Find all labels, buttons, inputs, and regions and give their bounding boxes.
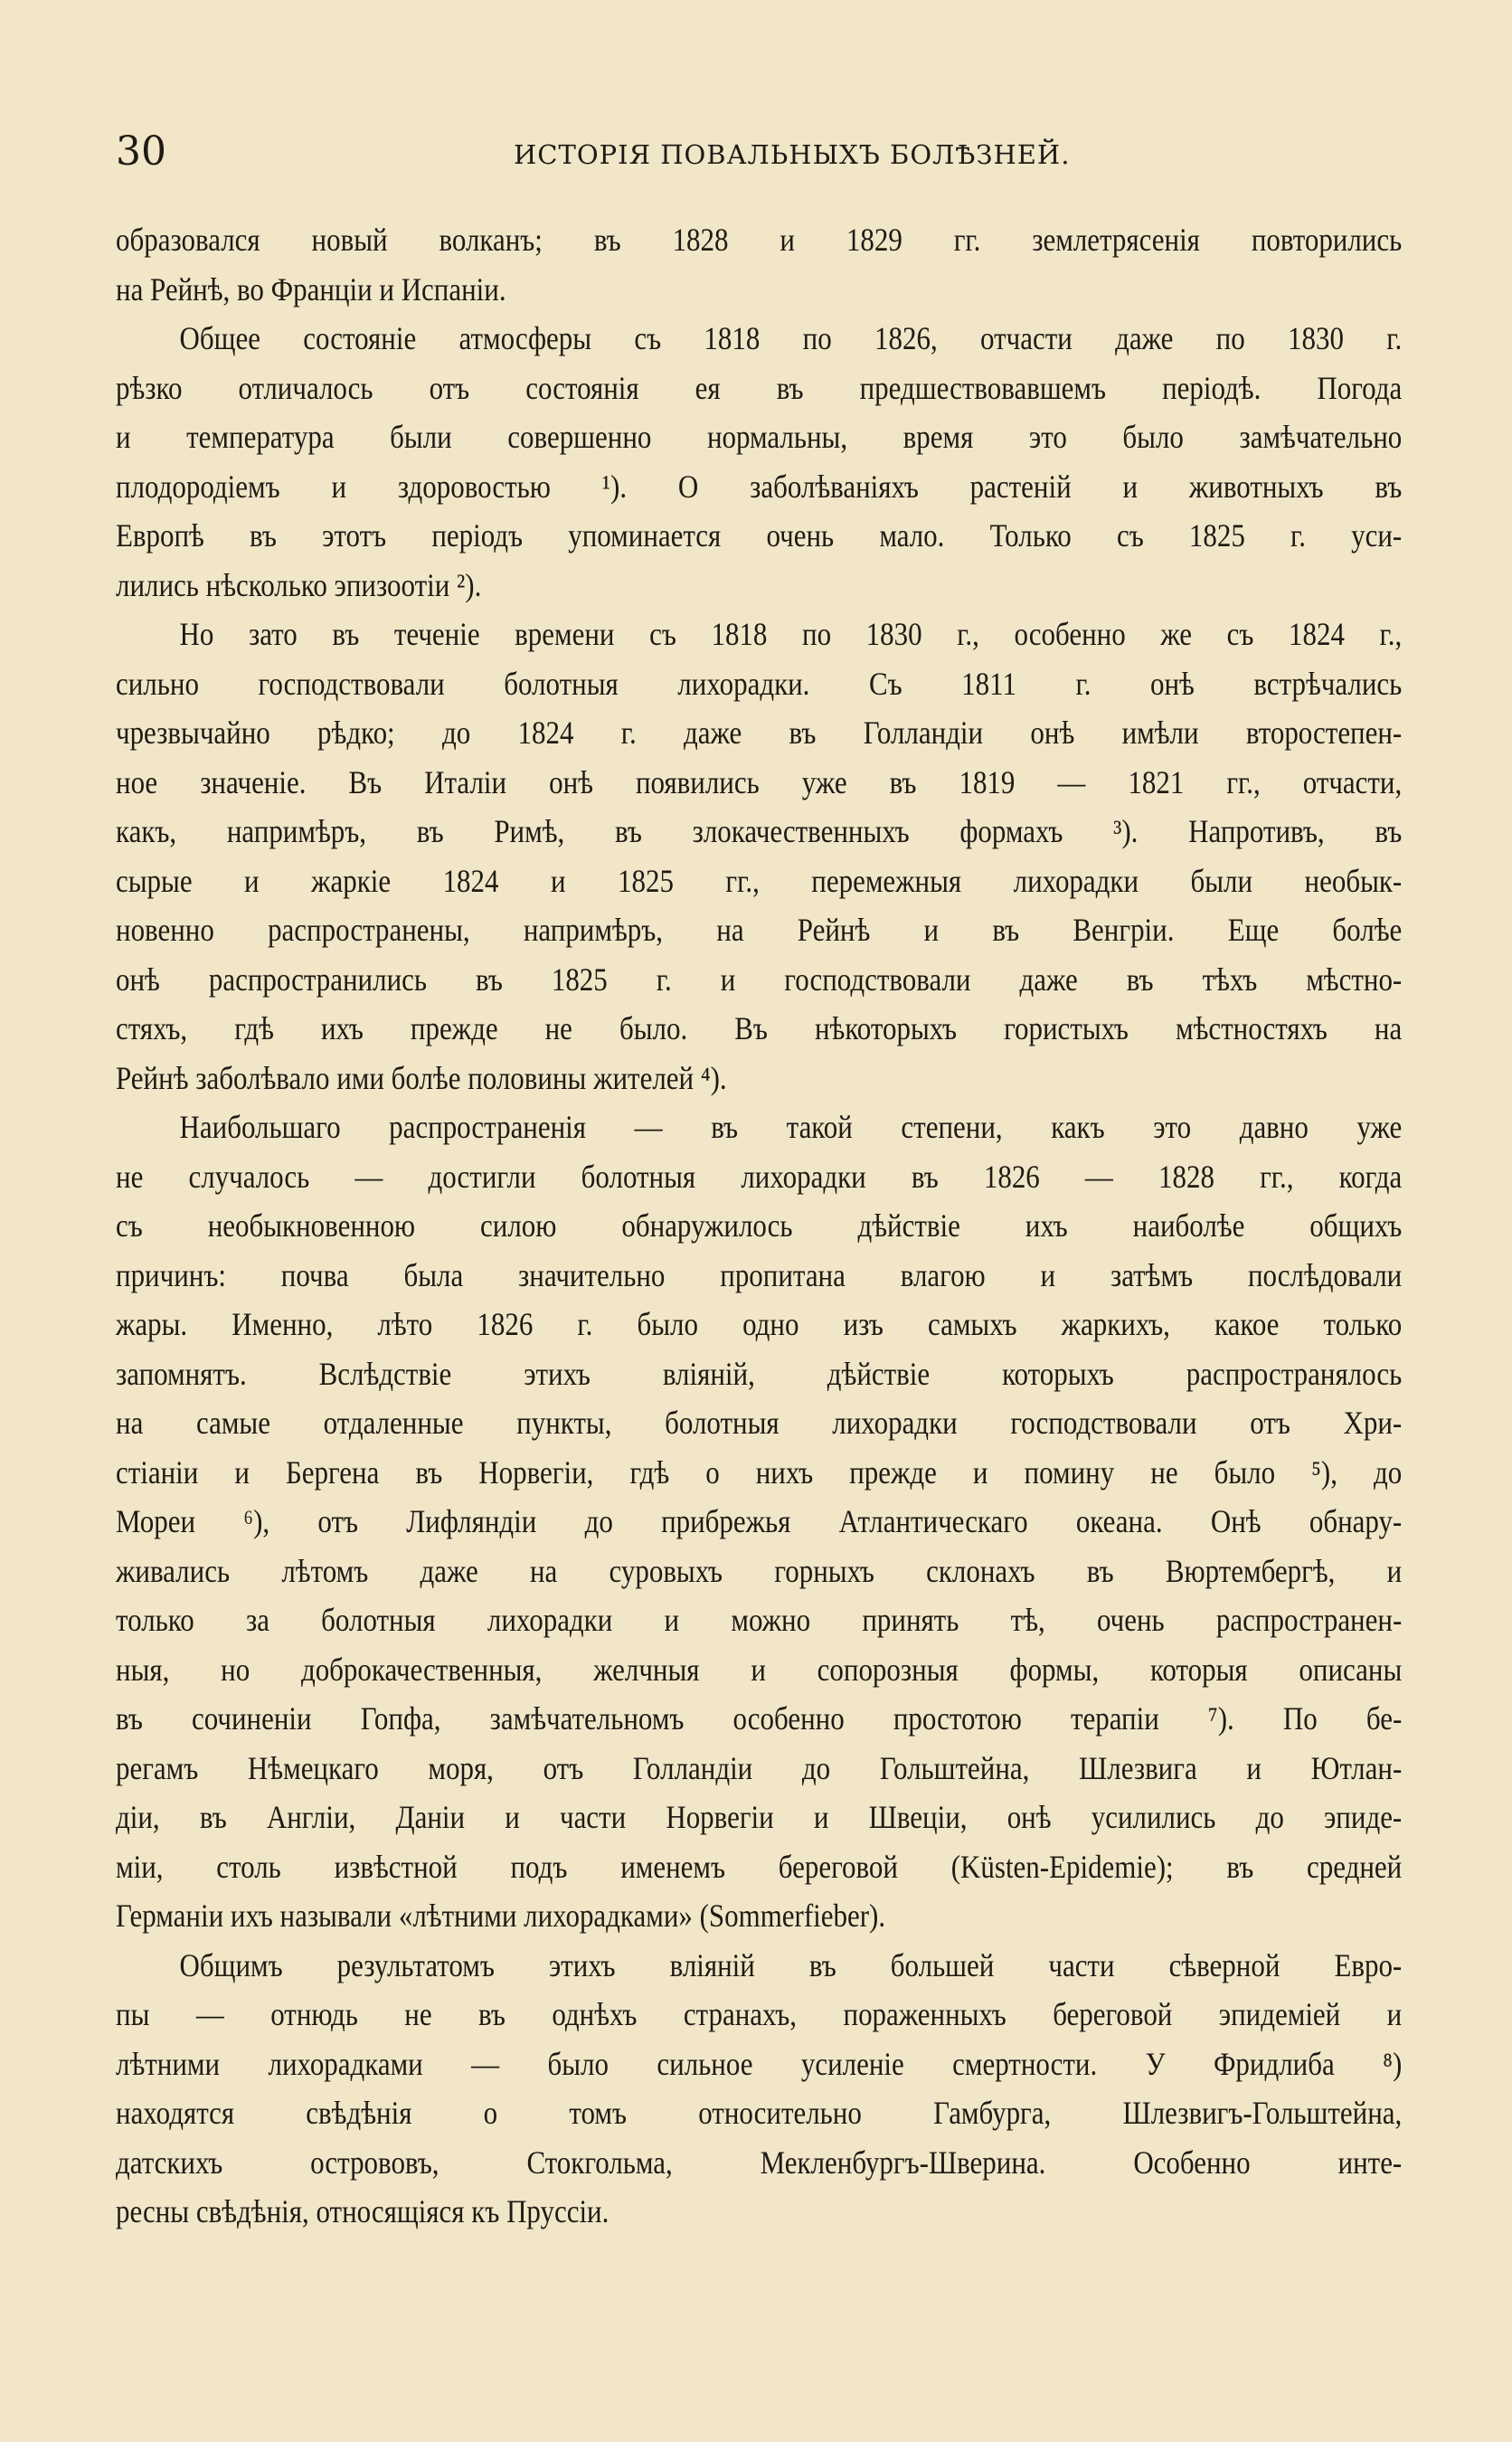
- text-line: Общее состояніе атмосферы съ 1818 по 1826, отчасти даже по 1830 г.: [179, 320, 1403, 356]
- text-line: Наибольшаго распространенія — въ такой степени, какъ это давно уже: [179, 1109, 1403, 1145]
- text-line: Общимъ результатомъ этихъ вліяній въ большей части сѣверной Евро-: [179, 1946, 1403, 1983]
- text-line: въ сочиненіи Гопфа, замѣчательномъ особенно простотою терапіи ⁷). По бе-: [116, 1700, 1403, 1737]
- text-line: образовался новый волканъ; въ 1828 и 1829 гг. землетрясенія повторились: [116, 222, 1403, 258]
- text-line: лились нѣсколько эпизоотіи ²).: [116, 566, 482, 603]
- text-line: Рейнѣ заболѣвало ими болѣе половины жителей ⁴).: [116, 1059, 727, 1096]
- text-line: ныя, но доброкачественныя, желчныя и сопорозныя формы, которыя описаны: [116, 1651, 1403, 1688]
- text-line: только за болотныя лихорадки и можно принять тѣ, очень распространен-: [116, 1602, 1403, 1638]
- text-line: новенно распространены, напримѣръ, на Рейнѣ и въ Венгріи. Еще болѣе: [116, 912, 1403, 948]
- page-number: 30: [116, 128, 166, 175]
- text-line: міи, столь извѣстной подъ именемъ береговой (Küsten-Epidemie); въ средней: [116, 1848, 1403, 1885]
- text-line: причинъ: почва была значительно пропитана влагою и затѣмъ послѣдовали: [116, 1256, 1403, 1293]
- text-line: сырые и жаркіе 1824 и 1825 гг., перемежныя лихорадки были необык-: [116, 862, 1403, 899]
- text-line: какъ, напримѣръ, въ Римѣ, въ злокачественныхъ формахъ ³). Напротивъ, въ: [116, 813, 1403, 849]
- text-line: съ необыкновенною силою обнаружилось дѣйствіе ихъ наиболѣе общихъ: [116, 1207, 1403, 1244]
- text-line: живались лѣтомъ даже на суровыхъ горныхъ склонахъ въ Вюртембергѣ, и: [116, 1552, 1403, 1589]
- text-line: ное значеніе. Въ Италіи онѣ появились уже въ 1819 — 1821 гг., отчасти,: [116, 763, 1403, 800]
- text-line: стяхъ, гдѣ ихъ прежде не было. Въ нѣкоторыхъ гористыхъ мѣстностяхъ на: [116, 1010, 1403, 1046]
- text-line: сильно господствовали болотныя лихорадки. Съ 1811 г. онѣ встрѣчались: [116, 665, 1403, 702]
- text-line: ресны свѣдѣнія, относящіяся къ Пруссіи.: [116, 2193, 610, 2229]
- text-line: плодородіемъ и здоровостью ¹). О заболѣваніяхъ растеній и животныхъ въ: [116, 468, 1403, 505]
- text-line: датскихъ острововъ, Стокгольма, Мекленбургъ-Шверина. Особенно инте-: [116, 2144, 1403, 2181]
- text-line: лѣтними лихорадками — было сильное усиленіе смертности. У Фридлиба ⁸): [116, 2045, 1403, 2082]
- text-line: и температура были совершенно нормальны, время это было замѣчательно: [116, 419, 1403, 455]
- text-line: чрезвычайно рѣдко; до 1824 г. даже въ Голландіи онѣ имѣли второстепен-: [116, 715, 1403, 751]
- text-line: запомнятъ. Вслѣдствіе этихъ вліяній, дѣйствіе которыхъ распространялось: [116, 1355, 1403, 1392]
- text-line: рѣзко отличалось отъ состоянія ея въ предшествовавшемъ періодѣ. Погода: [116, 369, 1403, 406]
- text-line: діи, въ Англіи, Даніи и части Норвегіи и Швеціи, онѣ усилились до эпиде-: [116, 1799, 1403, 1835]
- text-line: пы — отнюдь не въ однѣхъ странахъ, пораженныхъ береговой эпидеміей и: [116, 1996, 1403, 2032]
- running-title: ИСТОРІЯ ПОВАЛЬНЫХЪ БОЛѢЗНЕЙ.: [514, 139, 1071, 170]
- text-line: стіаніи и Бергена въ Норвегіи, гдѣ о нихъ прежде и помину не было ⁵), до: [116, 1453, 1403, 1491]
- text-line: жары. Именно, лѣто 1826 г. было одно изъ самыхъ жаркихъ, какое только: [116, 1306, 1403, 1342]
- text-line: не случалось — достигли болотныя лихорадки въ 1826 — 1828 гг., когда: [116, 1158, 1403, 1195]
- body-text: [116, 215, 1402, 2237]
- text-line: находятся свѣдѣнія о томъ относительно Гамбурга, Шлезвигъ-Гольштейна,: [116, 2095, 1403, 2131]
- text-line: онѣ распространились въ 1825 г. и господствовали даже въ тѣхъ мѣстно-: [116, 961, 1403, 998]
- text-line: на самые отдаленные пункты, болотныя лихорадки господствовали отъ Хри-: [116, 1405, 1403, 1441]
- text-line: Германіи ихъ называли «лѣтними лихорадками» (Sommerfieber).: [116, 1898, 886, 1934]
- text-line: Мореи ⁶), отъ Лифляндіи до прибрежья Атлантическаго океана. Онѣ обнару-: [116, 1503, 1403, 1539]
- text-line: на Рейнѣ, во Франціи и Испаніи.: [116, 270, 506, 308]
- text-line: регамъ Нѣмецкаго моря, отъ Голландіи до Гольштейна, Шлезвига и Ютлан-: [116, 1749, 1403, 1786]
- text-line: Европѣ въ этотъ періодъ упоминается очень мало. Только съ 1825 г. уси-: [116, 517, 1403, 554]
- page-header: [116, 125, 1402, 179]
- text-line: Но зато въ теченіе времени съ 1818 по 1830 г., особенно же съ 1824 г.,: [179, 616, 1403, 652]
